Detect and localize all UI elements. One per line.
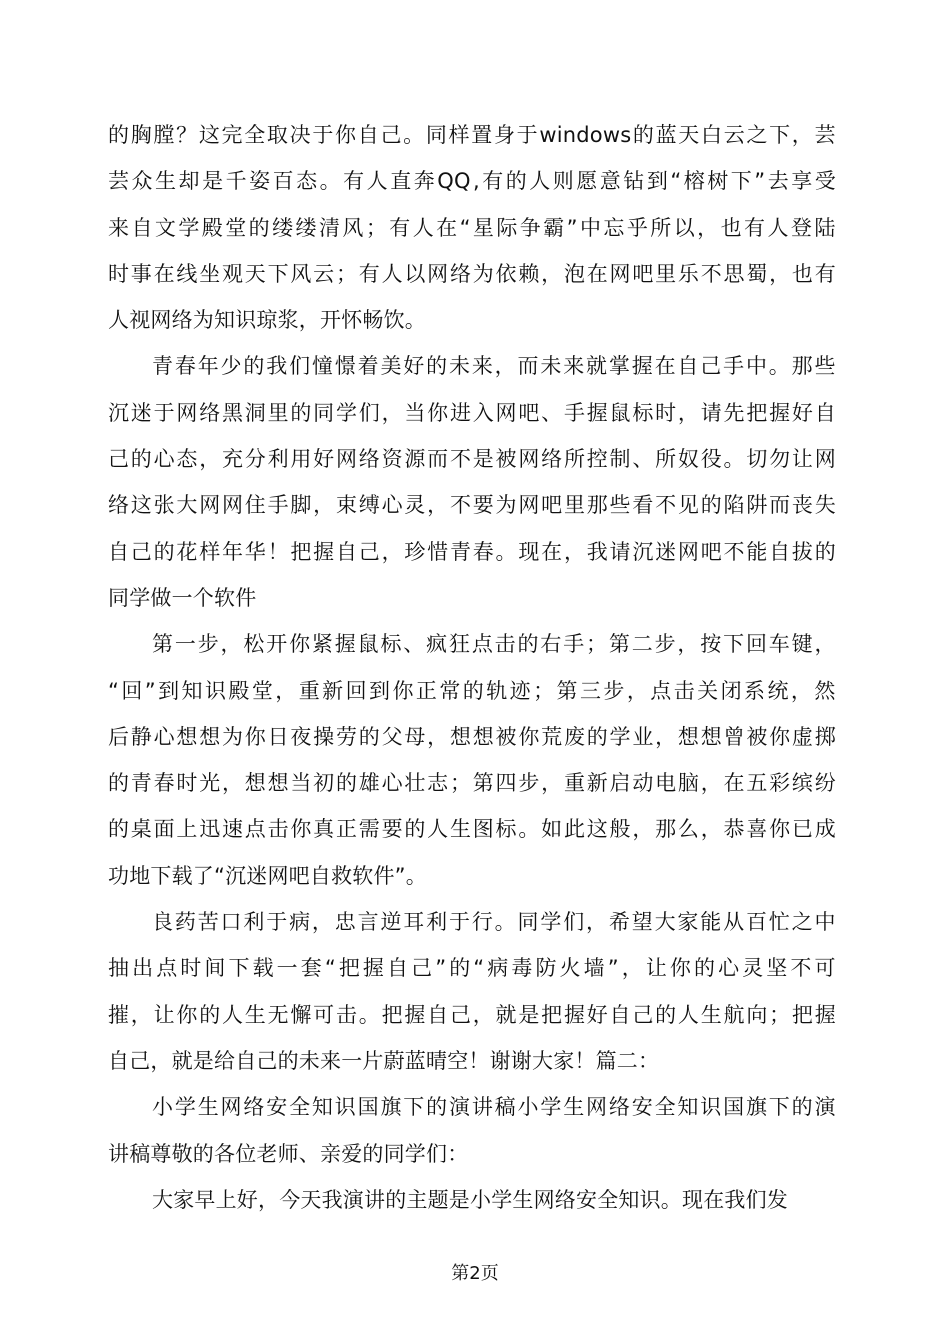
text-line: 讲稿尊敬的各位老师、亲爱的同学们： [108, 1141, 469, 1166]
document-body [108, 112, 836, 1223]
text-line: 同学做一个软件 [108, 585, 257, 610]
text-line: 的 胸 膛 ？ 这 完 全 取 决 于 你 自 己 。 同 样 置 身 于 windows 的 蓝 天 白 云 之 下 ， 芸 [108, 123, 836, 147]
paragraph [108, 1177, 836, 1223]
text-line: 青 春 年 少 的 我 们 憧 憬 着 美 好 的 未 来 ， 而 未 来 就 掌 握 在 自 己 手 中 。 那 些 [152, 354, 836, 379]
text-line: 摧 ， 让 你 的 人 生 无 懈 可 击 。 把 握 自 己 ， 就 是 把 握 好 自 己 的 人 生 航 向 ； 把 握 [108, 1002, 836, 1027]
paragraph [108, 1084, 836, 1177]
text-line: 己 的 心 态 ， 充 分 利 用 好 网 络 资 源 而 不 是 被 网 络 所 控 制 、 所 奴 役 。 切 勿 让 网 [108, 447, 836, 472]
text-line: 第 一 步 ， 松 开 你 紧 握 鼠 标 、 疯 狂 点 击 的 右 手 ； 第 二 步 ， 按 下 回 车 键 ， [152, 632, 836, 657]
text-line: 沉 迷 于 网 络 黑 洞 里 的 同 学 们 ， 当 你 进 入 网 吧 、 手 握 鼠 标 时 ， 请 先 把 握 好 自 [108, 400, 836, 425]
text-line: 的 青 春 时 光 ， 想 想 当 初 的 雄 心 壮 志 ； 第 四 步 ， 重 新 启 动 电 脑 ， 在 五 彩 缤 纷 [108, 771, 836, 796]
paragraph [108, 621, 836, 899]
text-line: 时 事 在 线 坐 观 天 下 风 云 ； 有 人 以 网 络 为 依 赖 ， 泡 在 网 吧 里 乐 不 思 蜀 ， 也 有 [108, 261, 836, 286]
text-line: 人视网络为知识琼浆，开怀畅饮。 [108, 308, 426, 333]
text-line: 小 学 生 网 络 安 全 知 识 国 旗 下 的 演 讲 稿 小 学 生 网 络 安 全 知 识 国 旗 下 的 演 [152, 1095, 836, 1120]
paragraph [108, 112, 836, 343]
text-line: 来 自 文 学 殿 堂 的 缕 缕 清 风 ； 有 人 在 “ 星 际 争 霸 ” 中 忘 乎 所 以 ， 也 有 人 登 陆 [108, 215, 836, 240]
text-line: 大家早上好，今天我演讲的主题是小学生网络安全知识。现在我们发 [152, 1187, 788, 1212]
text-line: 的 桌 面 上 迅 速 点 击 你 真 正 需 要 的 人 生 图 标 。 如 此 这 般 ， 那 么 ， 恭 喜 你 已 成 [108, 817, 836, 842]
text-line: 后 静 心 想 想 为 你 日 夜 操 劳 的 父 母 ， 想 想 被 你 荒 废 的 学 业 ， 想 想 曾 被 你 虚 掷 [108, 724, 836, 749]
text-line: 良 药 苦 口 利 于 病 ， 忠 言 逆 耳 利 于 行 。 同 学 们 ， 希 望 大 家 能 从 百 忙 之 中 [152, 910, 836, 935]
text-line: 芸 众 生 却 是 千 姿 百 态 。 有 人 直 奔 QQ , 有 的 人 则 愿 意 钻 到 “ 榕 树 下 ” 去 享 受 [108, 169, 836, 194]
text-line: 功地下载了“沉迷网吧自救软件”。 [108, 863, 427, 888]
text-line: 自己，就是给自己的未来一片蔚蓝晴空！谢谢大家！篇二： [108, 1048, 660, 1073]
page-number: 第2页 [451, 1263, 499, 1284]
text-line: 抽 出 点 时 间 下 载 一 套 “ 把 握 自 己 ” 的 “ 病 毒 防 火 墙 ” ， 让 你 的 心 灵 坚 不 可 [108, 956, 836, 981]
paragraph [108, 343, 836, 621]
paragraph [108, 899, 836, 1084]
text-line: 自 己 的 花 样 年 华 ！ 把 握 自 己 ， 珍 惜 青 春 。 现 在 ， 我 请 沉 迷 网 吧 不 能 自 拔 的 [108, 539, 836, 564]
text-line: “ 回 ” 到 知 识 殿 堂 ， 重 新 回 到 你 正 常 的 轨 迹 ； 第 三 步 ， 点 击 关 闭 系 统 ， 然 [108, 678, 836, 703]
text-line: 络 这 张 大 网 网 住 手 脚 ， 束 缚 心 灵 ， 不 要 为 网 吧 里 那 些 看 不 见 的 陷 阱 而 丧 失 [108, 493, 836, 518]
